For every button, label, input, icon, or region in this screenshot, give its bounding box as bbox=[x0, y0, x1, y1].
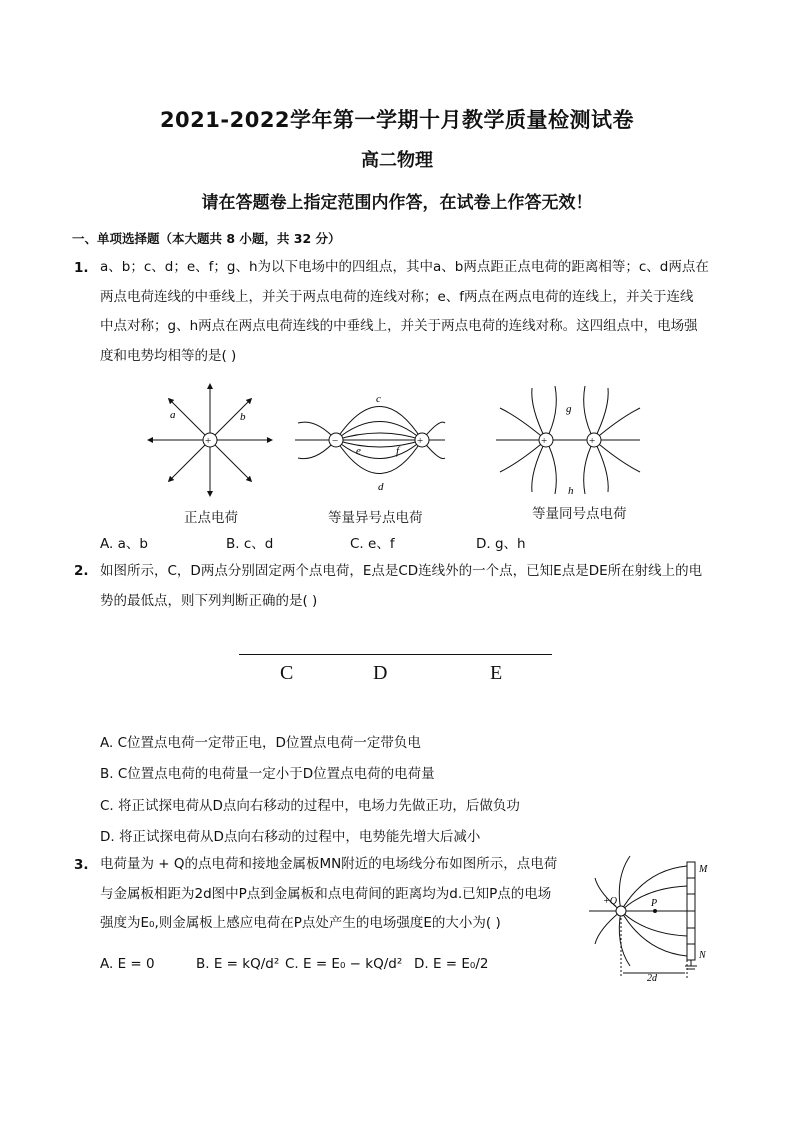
label-m: M bbox=[699, 864, 708, 875]
svg-text:−: − bbox=[332, 435, 339, 447]
label-a: a bbox=[170, 409, 176, 421]
q1-option-a: A. a、b bbox=[100, 536, 148, 552]
caption-opposite-charges: 等量异号点电荷 bbox=[328, 510, 423, 526]
q3-line: 与金属板相距为2d图中P点到金属板和点电荷间的距离均为d.已知P点的电场 bbox=[100, 885, 552, 902]
q3-option-b: B. E = kQ/d² bbox=[196, 956, 280, 972]
q1-line: 中点对称；g、h两点在两点电荷连线的中垂线上，并关于两点电荷的连线对称。这四组点中，电场强 bbox=[100, 318, 698, 334]
q2-number: 2. bbox=[74, 563, 89, 579]
subject-title: 高二物理 bbox=[361, 150, 433, 171]
opposite-charges-figure bbox=[295, 407, 445, 474]
label-c: c bbox=[376, 393, 381, 405]
svg-text:+: + bbox=[541, 435, 548, 447]
q3-option-c: C. E = E₀ − kQ/d² bbox=[285, 956, 403, 972]
q2-text bbox=[100, 557, 720, 616]
label-2d: 2d bbox=[647, 973, 657, 983]
svg-text:+: + bbox=[417, 435, 424, 447]
point-e: E bbox=[490, 662, 503, 684]
q3-number: 3. bbox=[74, 857, 89, 873]
label-d: d bbox=[378, 481, 384, 493]
svg-text:+: + bbox=[205, 435, 212, 447]
label-e: e bbox=[356, 445, 361, 457]
q2-option-d: D. 将正试探电荷从D点向右移动的过程中，电势能先增大后减小 bbox=[100, 829, 481, 845]
q1-line: 度和电势均相等的是( ) bbox=[100, 347, 237, 364]
label-p: P bbox=[651, 898, 658, 909]
q3-option-a: A. E = 0 bbox=[100, 956, 155, 972]
q1-number: 1. bbox=[74, 260, 89, 276]
section-heading: 一、单项选择题（本大题共 8 小题，共 32 分） bbox=[72, 231, 341, 246]
q3-text bbox=[100, 850, 580, 939]
q1-line: a、b；c、d；e、f；g、h为以下电场中的四组点，其中a、b两点距正点电荷的距离相等；c、d两点在 bbox=[100, 259, 709, 275]
q1-field-figures bbox=[140, 378, 660, 513]
point-c: C bbox=[280, 662, 294, 684]
exam-title: 2021-2022学年第一学期十月教学质量检测试卷 bbox=[159, 108, 635, 132]
label-h: h bbox=[568, 485, 574, 497]
q3-option-d: D. E = E₀/2 bbox=[414, 956, 489, 972]
q1-option-b: B. c、d bbox=[226, 536, 274, 552]
q3-charge-plate-figure bbox=[585, 848, 715, 983]
q1-option-d: D. g、h bbox=[476, 536, 526, 552]
q1-text bbox=[100, 253, 720, 371]
q2-option-a: A. C位置点电荷一定带正电，D位置点电荷一定带负电 bbox=[100, 735, 421, 751]
caption-positive-charge: 正点电荷 bbox=[184, 510, 238, 526]
label-f: f bbox=[396, 445, 400, 457]
cde-line bbox=[239, 654, 552, 655]
caption-like-charges: 等量同号点电荷 bbox=[532, 506, 627, 522]
q1-line: 两点电荷连线的中垂线上，并关于两点电荷的连线对称；e、f两点在两点电荷的连线上，并关于连线 bbox=[100, 288, 694, 305]
label-n: N bbox=[699, 950, 706, 961]
positive-charge-figure bbox=[150, 386, 270, 494]
label-g: g bbox=[566, 403, 572, 415]
q1-option-c: C. e、f bbox=[350, 536, 395, 552]
q2-line: 如图所示，C，D两点分别固定两个点电荷，E点是CD连线外的一个点，已知E点是DE所在射线上的电 bbox=[100, 563, 703, 579]
label-b: b bbox=[240, 411, 246, 423]
exam-notice: 请在答题卷上指定范围内作答，在试卷上作答无效！ bbox=[201, 193, 593, 213]
q3-line: 强度为E₀,则金属板上感应电荷在P点处产生的电场强度E的大小为( ) bbox=[100, 915, 501, 931]
label-plus-q: +Q bbox=[603, 896, 617, 907]
q2-line: 势的最低点，则下列判断正确的是( ) bbox=[100, 592, 318, 609]
q3-line: 电荷量为 + Q的点电荷和接地金属板MN附近的电场线分布如图所示，点电荷 bbox=[100, 856, 558, 872]
q2-option-b: B. C位置点电荷的电荷量一定小于D位置点电荷的电荷量 bbox=[100, 766, 435, 782]
svg-text:+: + bbox=[589, 435, 596, 447]
q2-option-c: C. 将正试探电荷从D点向右移动的过程中，电场力先做正功，后做负功 bbox=[100, 798, 520, 814]
point-d: D bbox=[373, 662, 388, 684]
